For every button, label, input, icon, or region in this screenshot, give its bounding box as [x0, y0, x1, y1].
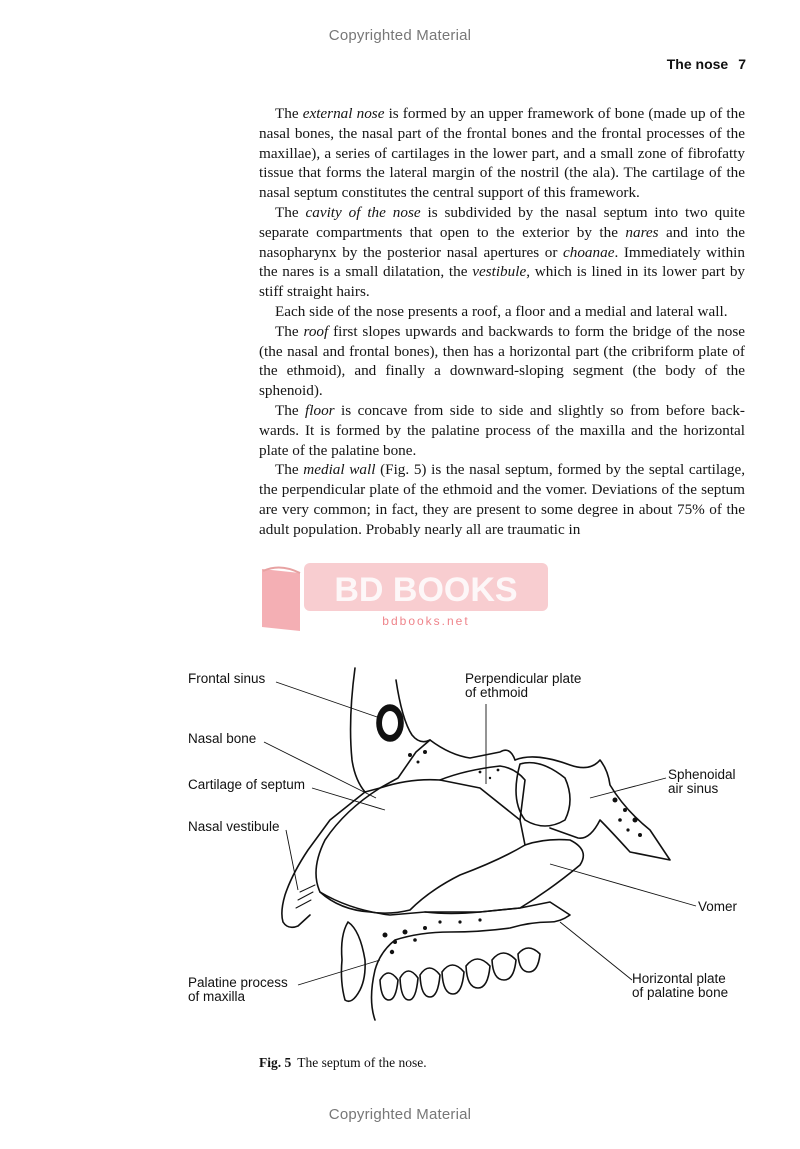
watermark-url: bdbooks.net	[382, 614, 470, 628]
watermark-book-icon	[262, 567, 300, 631]
body-text	[259, 104, 745, 540]
watermark-title: BD BOOKS	[334, 571, 518, 609]
text-run: is formed by an upper framework of bone (made up of the nasal bones, the nasal part of the frontal bones and the frontal processes of the maxillae), a series of cartilages in the lower part, and a small zone of fibrofatty tissue that forms the lateral margin of the nostril (the ala). The cartilage of the nasal septum constitutes the central support of this framework.	[259, 105, 745, 202]
copyright-notice-top: Copyrighted Material	[328, 27, 472, 44]
label-vomer: Vomer	[698, 899, 738, 914]
italic-term: vestibule	[472, 263, 527, 281]
italic-term: floor	[305, 401, 335, 419]
label-cartilage-of-septum: Cartilage of septum	[188, 777, 306, 792]
figure-caption-text: The septum of the nose.	[297, 1055, 427, 1070]
text-run: The	[275, 461, 304, 479]
paragraph	[259, 203, 745, 302]
paragraph	[259, 322, 745, 401]
italic-term: roof	[303, 322, 329, 340]
italic-term: medial wall	[303, 461, 376, 479]
text-run: . Immediately within the nares is a small dilatation, the	[259, 243, 745, 281]
text-run: The	[275, 203, 306, 221]
label-sphenoidal-sinus: Sphenoidal air sinus	[668, 767, 736, 796]
paragraph	[259, 302, 745, 322]
text-run: (Fig. 5) is the nasal septum, formed by the septal cartilage, the perpendicular plate of the ethmoid and the vomer. Deviations of the septum are very common; in fact, they are present to some degree in about 75% of the adult population. Probably nearly all are traumatic in	[259, 461, 745, 538]
label-nasal-vestibule: Nasal vestibule	[188, 819, 280, 834]
text-run: The	[275, 401, 306, 419]
label-palatine-process: Palatine process of maxilla	[188, 975, 288, 1004]
label-perpendicular-plate: Perpendicular plate of ethmoid	[465, 671, 582, 700]
page-number: 7	[738, 56, 746, 72]
running-header	[667, 56, 746, 72]
italic-term: cavity of the nose	[305, 203, 421, 221]
chapter-title: The nose	[666, 56, 729, 72]
text-run: The	[275, 322, 304, 340]
text-run: is concave from side to side and slightly so from before backwards. It is formed by the palatine process of the maxilla and the horizontal plate of the palatine bone.	[259, 401, 745, 459]
paragraph	[259, 104, 745, 203]
text-run: is subdivided by the nasal septum into two quite separate compartments that open to the exterior by the	[259, 203, 745, 241]
figure-caption	[259, 1055, 427, 1071]
label-frontal-sinus: Frontal sinus	[188, 671, 266, 686]
septum-figure	[180, 660, 770, 1040]
paragraph	[259, 401, 745, 460]
italic-term: choanae	[562, 243, 615, 261]
paragraph	[259, 460, 745, 539]
text-run: , which is lined in its lower part by stiff straight hairs.	[259, 263, 746, 301]
copyright-notice-bottom: Copyrighted Material	[328, 1106, 472, 1123]
label-horizontal-plate: Horizontal plate of palatine bone	[632, 971, 729, 1000]
text-run: The	[275, 105, 303, 122]
text-run: first slopes upwards and backwards to form the bridge of the nose (the nasal and frontal bones), then has a horizontal part (the cribriform plate of the ethmoid), and finally a downward-sloping segment (the body of the sphenoid).	[259, 322, 745, 400]
text-run: and into the nasopharynx by the posterior nasal apertures or	[259, 223, 745, 261]
label-nasal-bone: Nasal bone	[188, 731, 257, 746]
figure-number: Fig. 5	[259, 1055, 292, 1070]
italic-term: external nose	[302, 105, 385, 122]
text-run: Each side of the nose presents a roof, a floor and a medial and lateral wall.	[275, 302, 728, 320]
bd-books-watermark	[260, 555, 552, 635]
italic-term: nares	[625, 223, 659, 241]
